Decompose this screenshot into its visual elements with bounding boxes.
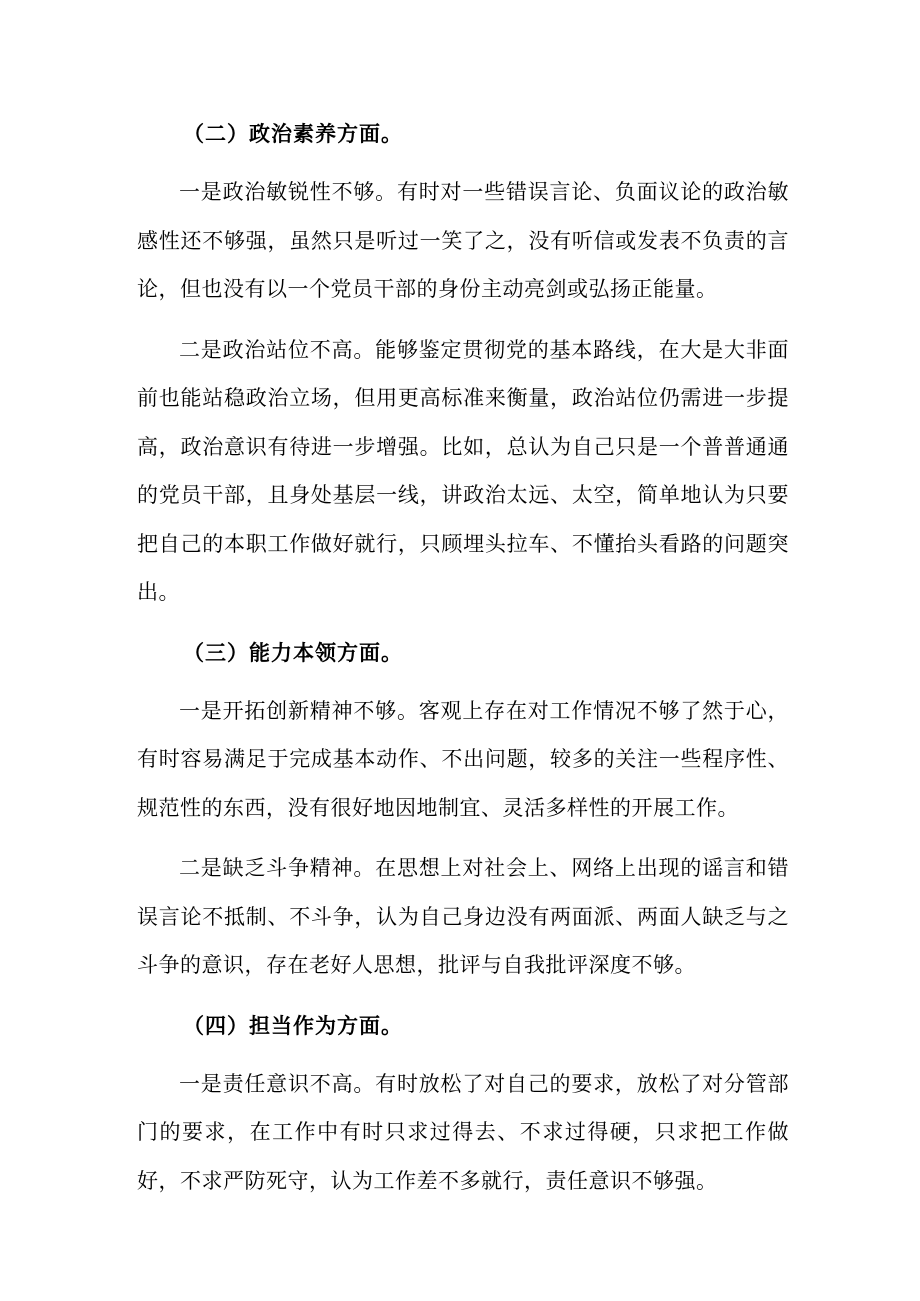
section-heading: （三）能力本领方面。 [183,640,403,665]
paragraph: 二是缺乏斗争精神。在思想上对社会上、网络上出现的谣言和错误言论不抵制、不斗争，认为自己身边没有两面派、两面人缺乏与之斗争的意识，存在老好人思想，批评与自我批评深度不够。 [137,856,789,977]
section-heading: （二）政治素养方面。 [183,122,403,146]
section-responsibility [137,1002,789,1206]
paragraph: 一是责任意识不高。有时放松了对自己的要求，放松了对分管部门的要求，在工作中有时只求过得去、不求过得硬，只求把工作做好，不求严防死守，认为工作差不多就行，责任意识不够强。 [137,1071,789,1193]
section-heading: （四）担当作为方面。 [183,1013,403,1038]
document-page [137,110,789,1217]
paragraph: 一是开拓创新精神不够。客观上存在对工作情况不够了然于心，有时容易满足于完成基本动作、不出问题，较多的关注一些程序性、规范性的东西，没有很好地因地制宜、灵活多样性的开展工作。 [137,698,789,820]
paragraph: 二是政治站位不高。能够鉴定贯彻党的基本路线，在大是大非面前也能站稳政治立场，但用更高标准来衡量，政治站位仍需进一步提高，政治意识有待进一步增强。比如，总认为自己只是一个普普通通的党员干部，且身处基层一线，讲政治太远、太空，简单地认为只要把自己的本职工作做好就行，只顾埋头拉车、不懂抬头看路的问题突出。 [137,337,789,604]
section-ability [137,629,789,990]
paragraph: 一是政治敏锐性不够。有时对一些错误言论、负面议论的政治敏感性还不够强，虽然只是听过一笑了之，没有听信或发表不负责的言论，但也没有以一个党员干部的身份主动亮剑或弘扬正能量。 [137,180,789,301]
section-political-literacy [137,110,789,617]
